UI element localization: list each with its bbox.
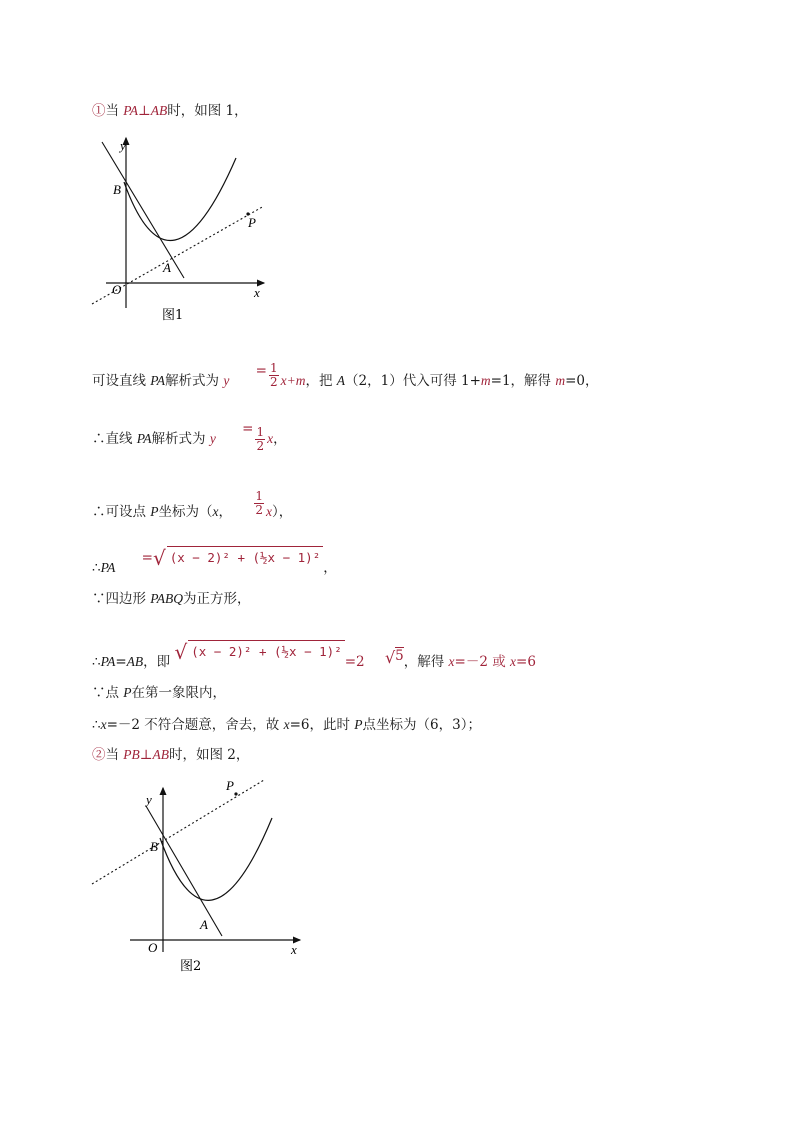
line6-pa: PA bbox=[100, 654, 116, 669]
line1-plusm: +m bbox=[286, 373, 306, 388]
line6-sqrt5: 5 bbox=[395, 648, 404, 664]
line3-fraction bbox=[254, 490, 264, 517]
line1-x: x bbox=[280, 373, 287, 388]
line-8 bbox=[92, 716, 481, 734]
line3-mid: 坐标为（ bbox=[158, 504, 213, 520]
case1-condition: PA⊥AB bbox=[123, 103, 168, 118]
line1-pre: 可设直线 bbox=[92, 373, 151, 389]
line8-x2: x bbox=[283, 717, 290, 732]
line8-end: 点坐标为（6，3）； bbox=[362, 717, 481, 733]
line4-pre: ∴ bbox=[92, 560, 101, 576]
case2-text-pre: 当 bbox=[105, 747, 124, 763]
line6-mid: ，即 bbox=[143, 654, 175, 670]
line3-x2: x bbox=[265, 504, 272, 519]
case1-text-pre: 当 bbox=[105, 103, 124, 119]
line6-eq: = bbox=[115, 654, 127, 670]
line2-num: 1 bbox=[256, 425, 265, 439]
figure-1 bbox=[86, 130, 276, 330]
fig1-caption: 图1 bbox=[162, 308, 184, 323]
line4-eq: = bbox=[141, 550, 153, 566]
fig2-caption: 图2 bbox=[180, 959, 202, 974]
line2-mid: 解析式为 bbox=[151, 431, 210, 447]
line3-den: 2 bbox=[255, 503, 263, 517]
line2-den: 2 bbox=[256, 439, 265, 453]
fig1-label-b: B bbox=[113, 182, 121, 197]
line1-m: m bbox=[480, 373, 491, 388]
fig2-label-b: B bbox=[150, 839, 158, 854]
line5-pabq: PABQ bbox=[150, 591, 184, 606]
line7-end: 在第一象限内， bbox=[131, 685, 227, 701]
line4-pa: PA bbox=[100, 560, 116, 575]
line8-pre: ∴ bbox=[92, 717, 101, 733]
line7-p: P bbox=[123, 685, 132, 700]
line2-y: y bbox=[209, 431, 216, 446]
line8-mid2: =6，此时 bbox=[289, 717, 355, 733]
line6-v1: =－2 或 bbox=[454, 654, 511, 670]
line1-sub: ，把 bbox=[305, 373, 337, 389]
line2-x: x bbox=[267, 431, 274, 446]
line1-den: 2 bbox=[269, 375, 278, 389]
line6-ab: AB bbox=[126, 654, 144, 669]
line5-end: 为正方形， bbox=[183, 591, 251, 607]
case2-text-post: 时，如图 2， bbox=[168, 747, 250, 763]
fig2-line-pb bbox=[92, 780, 264, 884]
line6-v2: =6 bbox=[516, 654, 536, 670]
line6-x2: x bbox=[510, 654, 517, 669]
line-3 bbox=[92, 490, 292, 521]
line6-pre: ∴ bbox=[92, 654, 101, 670]
line2-eq: = bbox=[242, 421, 254, 437]
line3-end: ）， bbox=[271, 504, 293, 520]
line2-end: ， bbox=[273, 431, 287, 447]
case2-condition: PB⊥AB bbox=[123, 747, 169, 762]
line6-solve: ，解得 bbox=[403, 654, 449, 670]
line3-p: P bbox=[150, 504, 159, 519]
fig2-label-y: y bbox=[146, 792, 152, 807]
line1-coord: （2，1）代入可得 1+ bbox=[345, 373, 481, 389]
fig2-label-p: P bbox=[226, 778, 234, 793]
fig1-label-p: P bbox=[248, 215, 256, 230]
fig2-point-p bbox=[234, 792, 237, 795]
fig1-label-a: A bbox=[163, 260, 171, 275]
line2-pa: PA bbox=[136, 431, 152, 446]
fig2-label-a: A bbox=[200, 917, 208, 932]
line3-comma: ， bbox=[218, 504, 233, 520]
line6-two: 2 bbox=[356, 654, 365, 670]
line6-radical-sign: √ bbox=[174, 640, 188, 664]
line5-text: ∵四边形 bbox=[92, 591, 151, 607]
line6-eq2: = bbox=[344, 654, 357, 670]
line1-num: 1 bbox=[269, 361, 278, 375]
line4-radicand: (x − 2)² + (½x − 1)² bbox=[167, 546, 324, 567]
line1-fraction bbox=[269, 362, 279, 389]
line1-m2: m bbox=[555, 373, 566, 388]
line-4 bbox=[92, 546, 337, 577]
line6-x1: x bbox=[448, 654, 455, 669]
line4-end: ， bbox=[323, 560, 337, 576]
fig1-label-y: y bbox=[120, 138, 126, 153]
line4-radical-sign: √ bbox=[152, 546, 166, 570]
line3-pre: ∴可设点 bbox=[92, 504, 151, 520]
line8-p: P bbox=[354, 717, 363, 732]
line-2 bbox=[92, 421, 287, 453]
fig2-label-o: O bbox=[148, 940, 158, 955]
fig1-label-x: x bbox=[254, 285, 260, 300]
line1-pa: PA bbox=[150, 373, 166, 388]
line6-radicand: (x − 2)² + (½x − 1)² bbox=[188, 640, 345, 661]
line2-fraction bbox=[255, 426, 265, 453]
line3-num: 1 bbox=[255, 489, 263, 503]
case2-marker: ② bbox=[92, 747, 106, 763]
line1-eq0: =0， bbox=[565, 373, 599, 389]
fig1-label-o: O bbox=[112, 282, 122, 297]
figure-2 bbox=[86, 776, 316, 976]
line1-eq1: =1，解得 bbox=[490, 373, 556, 389]
line3-x: x bbox=[212, 504, 219, 519]
line7-pre: ∵点 bbox=[92, 685, 124, 701]
line1-eq: = bbox=[255, 363, 267, 379]
case1-text-post: 时，如图 1， bbox=[167, 103, 248, 119]
line-1 bbox=[92, 362, 599, 390]
fig1-line-ba bbox=[102, 142, 184, 278]
line-6 bbox=[92, 640, 536, 673]
line6-sqrt5-sign: √ bbox=[384, 648, 396, 667]
fig2-line-ba bbox=[146, 806, 222, 936]
line1-a: A bbox=[336, 373, 346, 388]
case1-heading bbox=[92, 102, 248, 120]
fig1-parabola bbox=[124, 158, 236, 241]
line8-x: x bbox=[100, 717, 107, 732]
fig2-label-x: x bbox=[291, 942, 297, 957]
line8-mid: =－2 不符合题意，舍去，故 bbox=[106, 717, 284, 733]
line1-mid: 解析式为 bbox=[165, 373, 224, 389]
case2-heading bbox=[92, 746, 249, 764]
line2-therefore: ∴直线 bbox=[92, 431, 137, 447]
line1-y: y bbox=[223, 373, 230, 388]
case1-marker: ① bbox=[92, 103, 106, 119]
line-7 bbox=[92, 684, 226, 702]
line-5 bbox=[92, 590, 251, 608]
